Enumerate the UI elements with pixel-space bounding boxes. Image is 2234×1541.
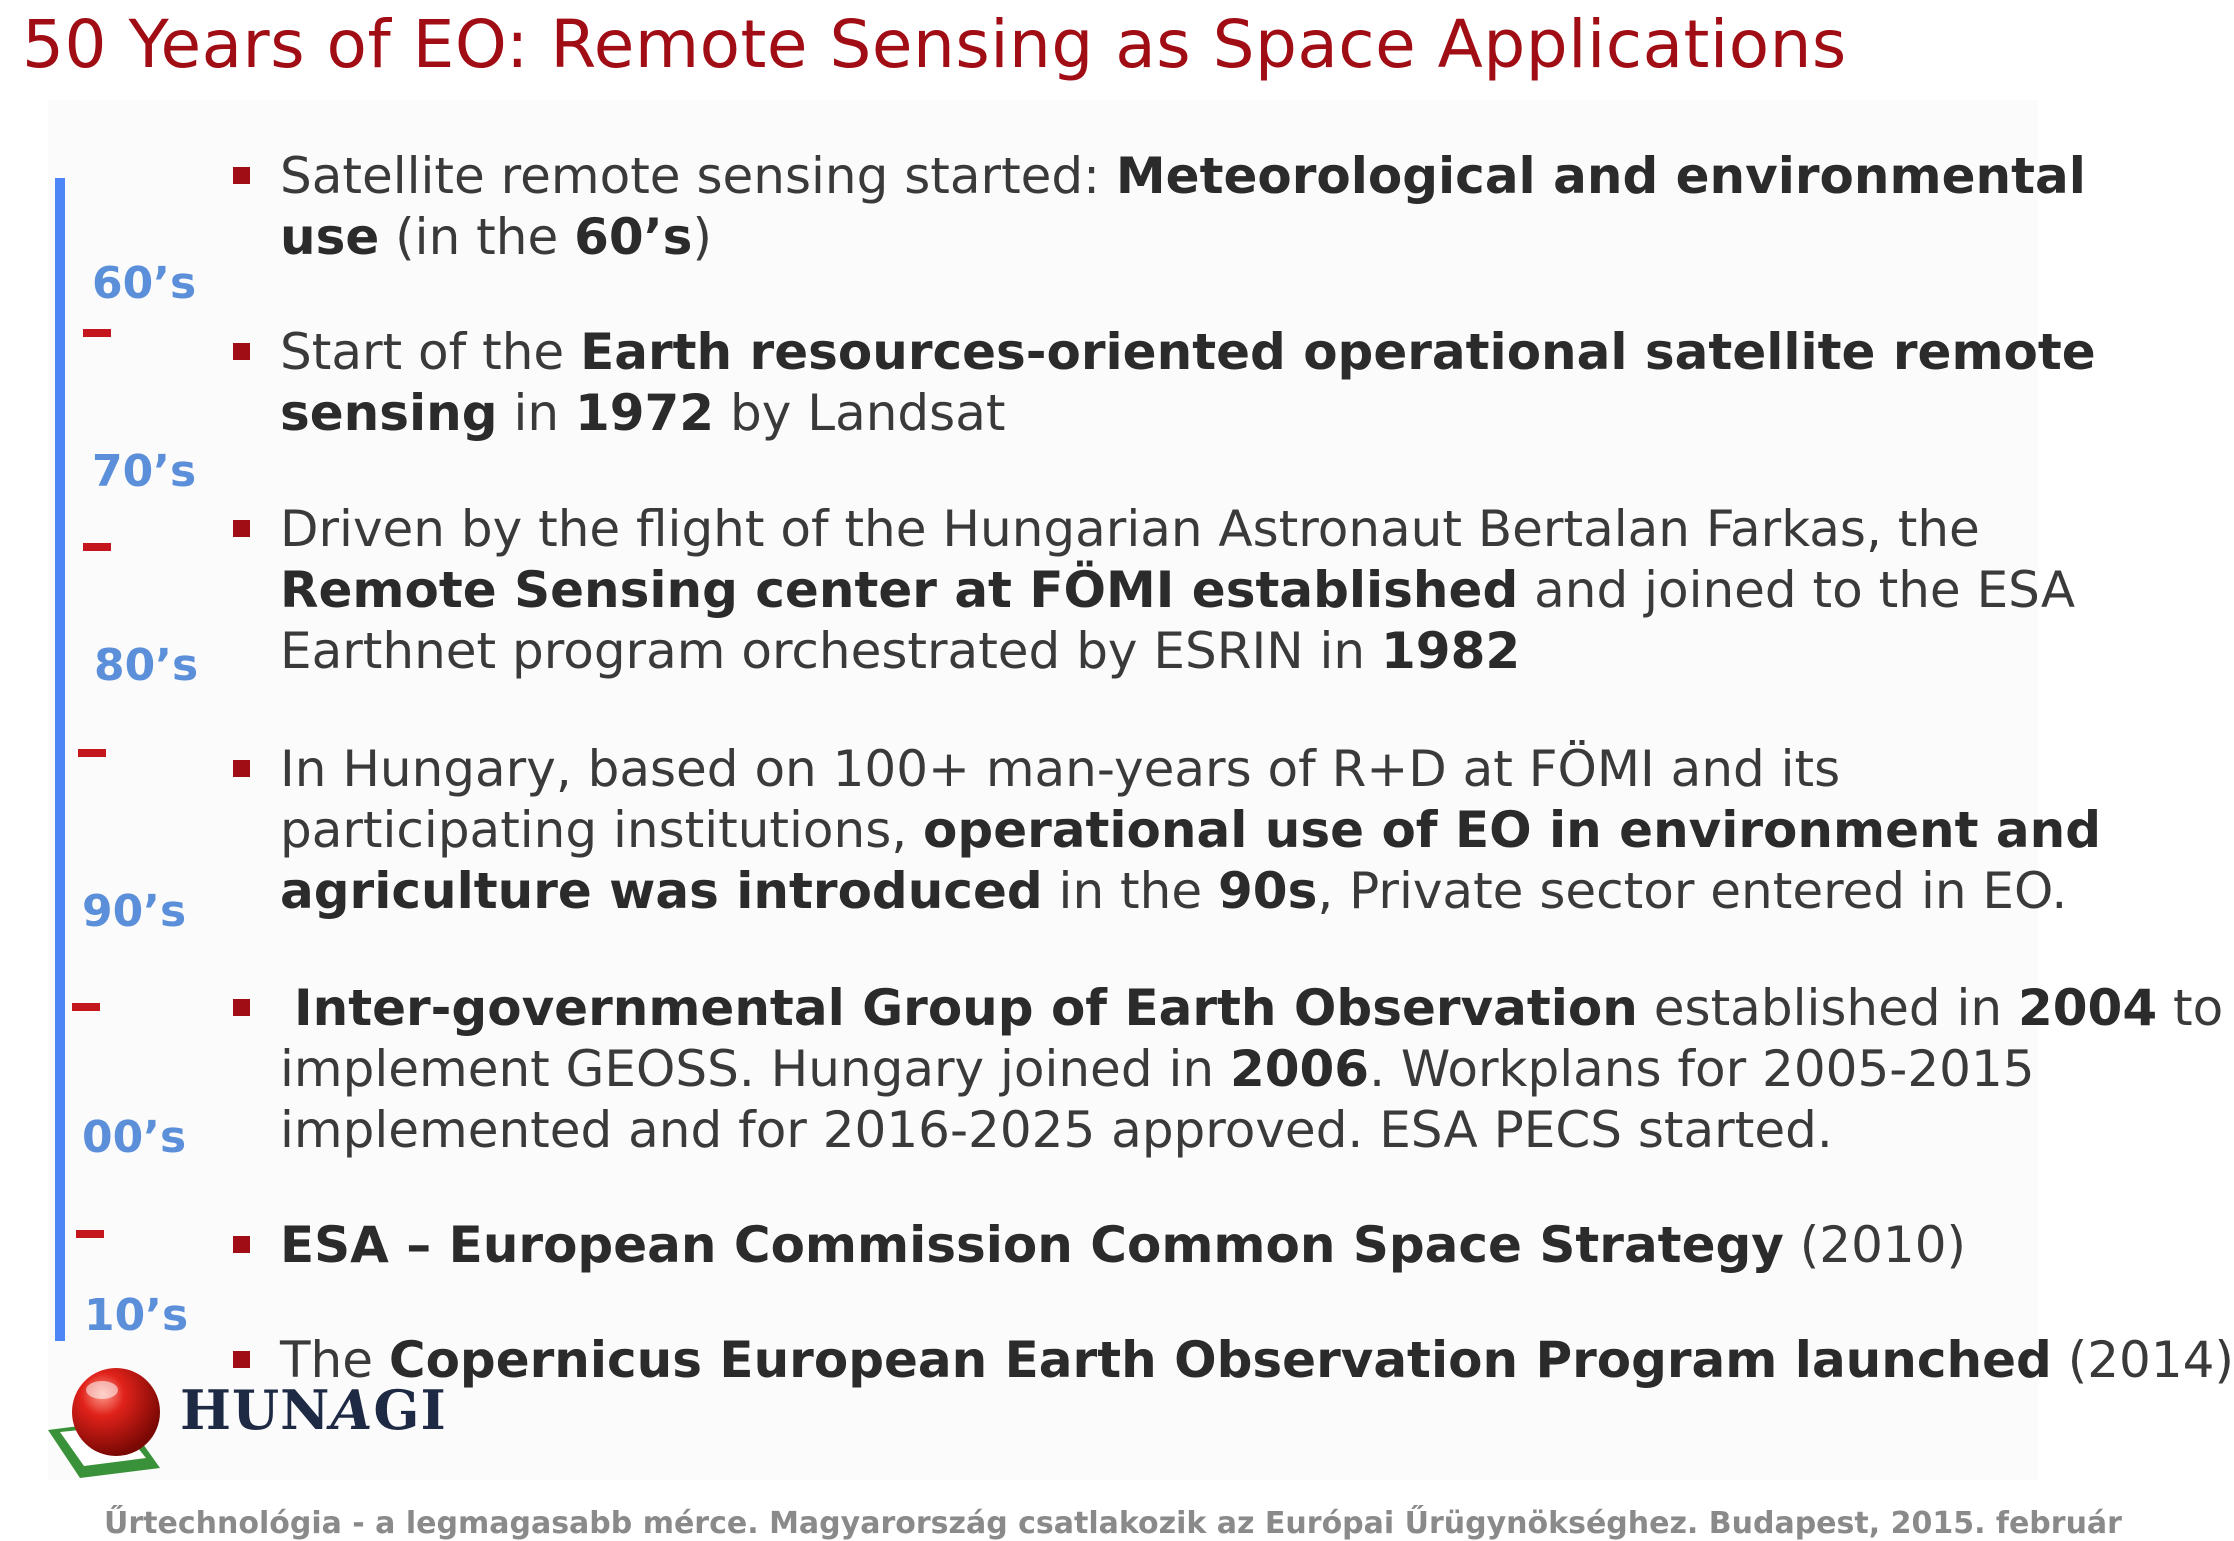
bullet-4-line-3: agriculture was introduced in the 90s, Private sector entered in EO. [280,862,2068,920]
bullet-marker [233,167,250,184]
decade-label-60s: 60’s [92,258,197,309]
timeline-tick [83,329,111,337]
slide-title: 50 Years of EO: Remote Sensing as Space Applications [22,6,1847,83]
decade-label-80s: 80’s [94,640,199,691]
decade-label-70s: 70’s [92,446,197,497]
bullet-1-line-2: use (in the 60’s) [280,208,712,266]
timeline-tick [72,1003,100,1011]
timeline-tick [78,749,106,757]
decade-label-00s: 00’s [82,1112,187,1163]
bullet-6-line-1: ESA – European Commission Common Space Strategy (2010) [280,1216,1967,1274]
bullet-7-line-1: The Copernicus European Earth Observation Program launched (2014) [280,1331,2234,1389]
bullet-marker [233,760,250,777]
hunagi-logo-icon [40,1360,180,1490]
bullet-3-line-3: Earthnet program orchestrated by ESRIN in 1982 [280,622,1521,680]
bullet-2-line-2: sensing in 1972 by Landsat [280,384,1006,442]
bullet-5-line-2: implement GEOSS. Hungary joined in 2006. Workplans for 2005-2015 [280,1040,2035,1098]
bullet-4-line-1: In Hungary, based on 100+ man-years of R+D at FÖMI and its [280,740,1841,798]
bullet-1-line-1: Satellite remote sensing started: Meteorological and environmental [280,147,2086,205]
decade-label-10s: 10’s [84,1290,189,1341]
bullet-marker [233,999,250,1016]
bullet-3-line-1: Driven by the flight of the Hungarian Astronaut Bertalan Farkas, the [280,500,1980,558]
bullet-5-line-1: Inter-governmental Group of Earth Observation established in 2004 to [294,979,2224,1037]
decade-label-90s: 90’s [82,886,187,937]
bullet-marker [233,520,250,537]
bullet-marker [233,1236,250,1253]
bullet-2-line-1: Start of the Earth resources-oriented operational satellite remote [280,323,2096,381]
hunagi-logo-text: HUNAGI [180,1378,447,1442]
bullet-marker [233,343,250,360]
bullet-marker [233,1351,250,1368]
timeline-bar [55,178,65,1341]
bullet-3-line-2: Remote Sensing center at FÖMI established and joined to the ESA [280,561,2076,619]
bullet-4-line-2: participating institutions, operational use of EO in environment and [280,801,2102,859]
timeline-tick [76,1230,104,1238]
timeline-tick [83,543,111,551]
bullet-5-line-3: implemented and for 2016-2025 approved. ESA PECS started. [280,1101,1833,1159]
footer-caption: Űrtechnológia - a legmagasabb mérce. Magyarország csatlakozik az Európai Űrügynökséghez. Budapest, 2015. február [104,1506,2122,1541]
